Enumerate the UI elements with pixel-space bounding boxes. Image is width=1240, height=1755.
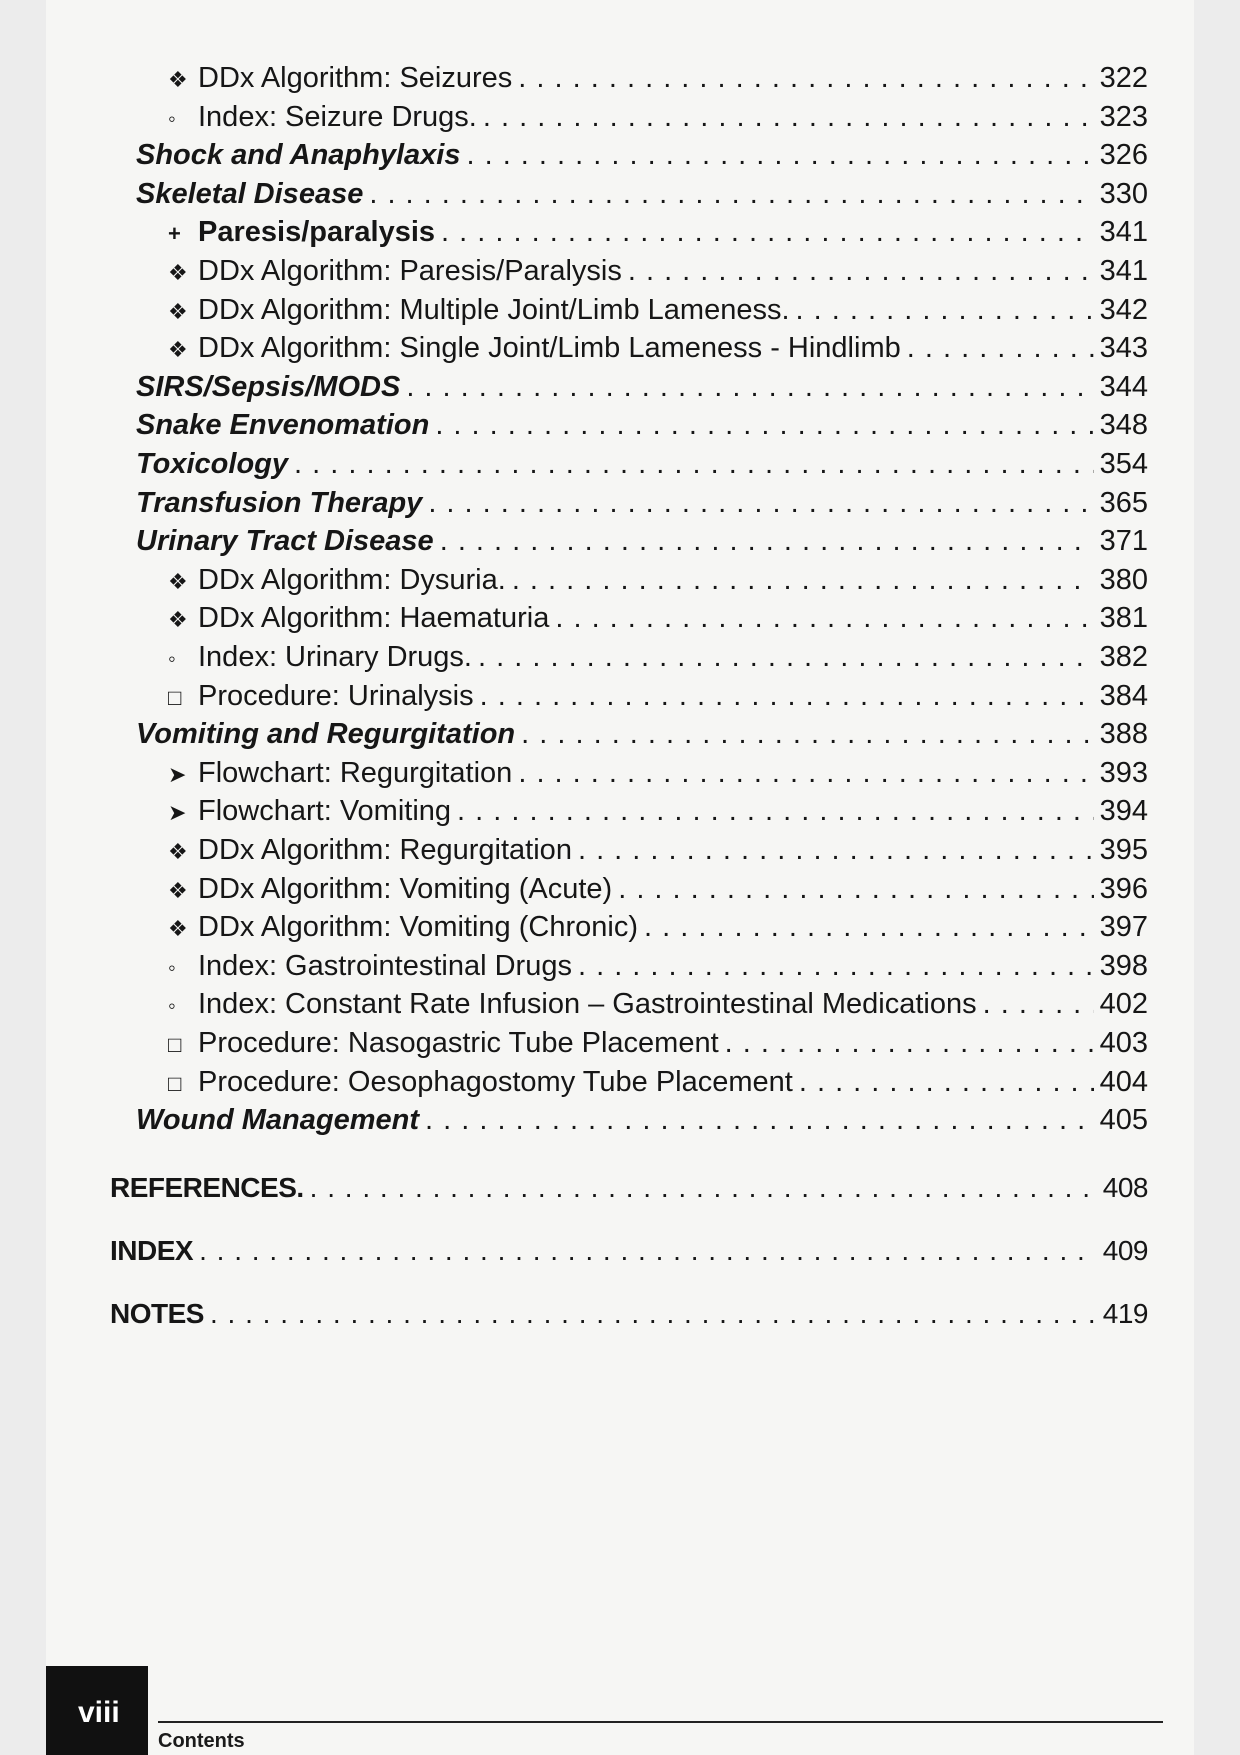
page-number: viii	[78, 1696, 120, 1729]
dot-leader	[480, 678, 1094, 714]
toc-entry-title: Index: Urinary Drugs.	[198, 641, 472, 673]
toc-entry	[136, 1102, 1148, 1138]
dot-leader	[435, 407, 1093, 443]
dot-leader	[799, 1064, 1094, 1100]
toc-entry-page: 354	[1099, 448, 1148, 480]
toc-entry-marker: ❖	[168, 916, 188, 942]
dot-leader	[294, 446, 1094, 482]
toc-entry-page: 393	[1099, 756, 1148, 789]
toc-entry-page: 409	[1102, 1235, 1148, 1266]
toc-entry	[136, 176, 1148, 212]
toc-entry-title: DDx Algorithm: Multiple Joint/Limb Lameness.	[198, 293, 790, 326]
dot-leader	[518, 60, 1093, 96]
toc-entry-page: 365	[1099, 486, 1148, 519]
dot-leader	[578, 832, 1094, 868]
dot-leader	[199, 1233, 1097, 1269]
toc-entry	[168, 755, 1148, 793]
toc-entry-page: 342	[1099, 293, 1148, 326]
dot-leader	[555, 600, 1093, 636]
toc-entry-title: DDx Algorithm: Haematuria	[198, 602, 550, 635]
toc-entry	[168, 678, 1148, 716]
toc-entry	[168, 214, 1148, 252]
toc-entry-marker: ➤	[168, 800, 187, 826]
toc-entry-page: 408	[1102, 1172, 1148, 1203]
dot-leader	[512, 562, 1094, 598]
toc-entry-page: 398	[1099, 949, 1148, 982]
toc-entry-page: 405	[1099, 1104, 1148, 1137]
toc-entry-marker: □	[168, 1070, 182, 1096]
toc-entry	[136, 137, 1148, 173]
toc-entry-title: Shock and Anaphylaxis	[136, 139, 461, 172]
toc-entry	[136, 716, 1148, 752]
toc-entry-page: 348	[1099, 409, 1148, 442]
dot-leader	[310, 1170, 1097, 1206]
toc-entry-title: DDx Algorithm: Vomiting (Acute)	[198, 872, 613, 905]
toc-entry	[168, 99, 1148, 137]
dot-leader	[907, 330, 1094, 366]
toc-entry-title: DDx Algorithm: Paresis/Paralysis	[198, 255, 622, 287]
toc-entry-page: 396	[1099, 872, 1148, 905]
dot-leader	[578, 948, 1094, 984]
dot-leader	[406, 369, 1093, 405]
toc-entry-title: Wound Management	[136, 1104, 420, 1137]
toc-entry-page: 394	[1099, 795, 1148, 828]
toc-entry-title: Procedure: Nasogastric Tube Placement	[198, 1027, 719, 1059]
toc-entry-title: Flowchart: Vomiting	[198, 795, 452, 828]
toc-entry-title: Index: Seizure Drugs.	[198, 100, 477, 133]
toc-entry-marker: ❖	[168, 877, 188, 903]
dot-leader	[725, 1025, 1094, 1061]
toc-entry	[168, 986, 1148, 1024]
toc-entry-marker: ❖	[168, 67, 188, 92]
toc-entry-title: Index: Gastrointestinal Drugs	[198, 949, 572, 982]
toc-entry	[168, 1025, 1148, 1063]
toc-entry	[168, 292, 1148, 330]
dot-leader	[983, 986, 1094, 1022]
toc-entry-title: Urinary Tract Disease	[136, 525, 434, 558]
toc-entry	[168, 871, 1148, 909]
toc-entry-title: DDx Algorithm: Regurgitation	[198, 834, 572, 866]
toc-entry	[168, 600, 1148, 638]
dot-leader	[628, 253, 1094, 289]
toc-entry-marker: ➤	[168, 761, 187, 787]
toc-entry	[136, 407, 1148, 443]
dot-leader	[644, 909, 1094, 945]
toc-entry-page: 344	[1099, 370, 1148, 403]
toc-entry	[168, 60, 1148, 98]
toc-entry	[168, 562, 1148, 600]
toc-entry-page: 419	[1102, 1298, 1148, 1329]
toc-entry-page: 380	[1099, 563, 1148, 596]
toc-entry-title: REFERENCES.	[110, 1172, 304, 1203]
toc-entry-marker: ❖	[168, 298, 188, 324]
toc-entry-title: NOTES	[110, 1298, 204, 1329]
dot-leader	[478, 639, 1094, 675]
toc-entry	[168, 639, 1148, 677]
toc-entry-page: 326	[1099, 139, 1148, 172]
toc-entry	[168, 909, 1148, 947]
toc-entry	[136, 369, 1148, 405]
toc-entry-marker: ◦	[168, 105, 176, 131]
dot-leader	[466, 137, 1093, 173]
toc-entry-title: Toxicology	[136, 448, 288, 480]
toc-entry-marker: ❖	[168, 607, 188, 633]
toc-entry-page: 388	[1099, 718, 1148, 751]
dot-leader	[428, 485, 1093, 521]
toc-entry-page: 404	[1099, 1065, 1148, 1098]
toc-entry-page: 330	[1099, 177, 1148, 210]
toc-entry	[136, 523, 1148, 559]
toc-entry-page: 382	[1099, 641, 1148, 673]
toc-entry-marker: ◦	[168, 646, 176, 671]
toc-entry-marker: ❖	[168, 337, 188, 363]
dot-leader	[457, 793, 1094, 829]
toc-entry-page: 343	[1099, 332, 1148, 365]
toc-entry-marker: □	[168, 1032, 182, 1057]
toc-entry-title: SIRS/Sepsis/MODS	[136, 370, 401, 403]
toc-entry-page: 341	[1099, 255, 1148, 287]
toc-entry-page: 384	[1099, 679, 1148, 712]
toc-entry-title: Procedure: Oesophagostomy Tube Placement	[198, 1065, 793, 1098]
toc-entry	[168, 832, 1148, 870]
toc-entry-marker: □	[168, 684, 182, 710]
toc-entry-page: 397	[1099, 911, 1148, 944]
toc-entry-title: DDx Algorithm: Vomiting (Chronic)	[198, 911, 638, 944]
toc-entry-title: Vomiting and Regurgitation	[136, 718, 516, 751]
toc-entry	[110, 1296, 1148, 1332]
toc-entry-title: DDx Algorithm: Single Joint/Limb Lameness - Hindlimb	[198, 332, 901, 365]
toc-entry-marker: ❖	[168, 260, 188, 285]
toc-entry-title: Procedure: Urinalysis	[198, 679, 474, 712]
toc-entry	[168, 330, 1148, 368]
footer-section-label: Contents	[158, 1730, 245, 1752]
toc-entry	[168, 948, 1148, 986]
toc-entry-title: Snake Envenomation	[136, 409, 430, 442]
toc-entry	[168, 253, 1148, 291]
dot-leader	[483, 99, 1094, 135]
toc-entry-marker: ◦	[168, 993, 176, 1019]
toc-entry-marker: ◦	[168, 954, 176, 980]
toc-entry-title: Flowchart: Regurgitation	[198, 756, 513, 789]
toc-entry-page: 395	[1099, 834, 1148, 866]
dot-leader	[521, 716, 1093, 752]
toc-entry	[110, 1170, 1148, 1206]
dot-leader	[618, 871, 1093, 907]
toc-entry-title: Skeletal Disease	[136, 177, 364, 210]
toc-entry-page: 341	[1099, 216, 1148, 249]
toc-entry-title: DDx Algorithm: Dysuria.	[198, 563, 506, 596]
toc-entry-marker: ❖	[168, 839, 188, 864]
toc-entry-title: Index: Constant Rate Infusion – Gastrointestinal Medications	[198, 988, 977, 1021]
toc-entry	[136, 446, 1148, 482]
toc-entry-marker: +	[168, 221, 181, 247]
dot-leader	[441, 214, 1094, 250]
dot-leader	[796, 292, 1094, 328]
toc-entry-title: INDEX	[110, 1235, 194, 1266]
toc-entry-page: 322	[1099, 62, 1148, 94]
toc-entry-title: DDx Algorithm: Seizures	[198, 62, 513, 94]
dot-leader	[518, 755, 1093, 791]
toc-entry-marker: ❖	[168, 568, 188, 594]
toc-entry	[136, 485, 1148, 521]
toc-entry-title: Transfusion Therapy	[136, 486, 423, 519]
toc-entry	[168, 1064, 1148, 1102]
toc-entry-page: 403	[1099, 1027, 1148, 1059]
dot-leader	[369, 176, 1093, 212]
dot-leader	[440, 523, 1094, 559]
toc-entry-page: 371	[1099, 525, 1148, 558]
toc-entry-title: Paresis/paralysis	[198, 216, 436, 249]
toc-entry-page: 323	[1099, 100, 1148, 133]
toc-entry	[110, 1233, 1148, 1269]
toc-entry	[168, 793, 1148, 831]
dot-leader	[210, 1296, 1097, 1332]
footer-rule	[158, 1721, 1163, 1723]
toc-entry-page: 381	[1099, 602, 1148, 635]
dot-leader	[425, 1102, 1094, 1138]
toc-entry-page: 402	[1099, 988, 1148, 1021]
